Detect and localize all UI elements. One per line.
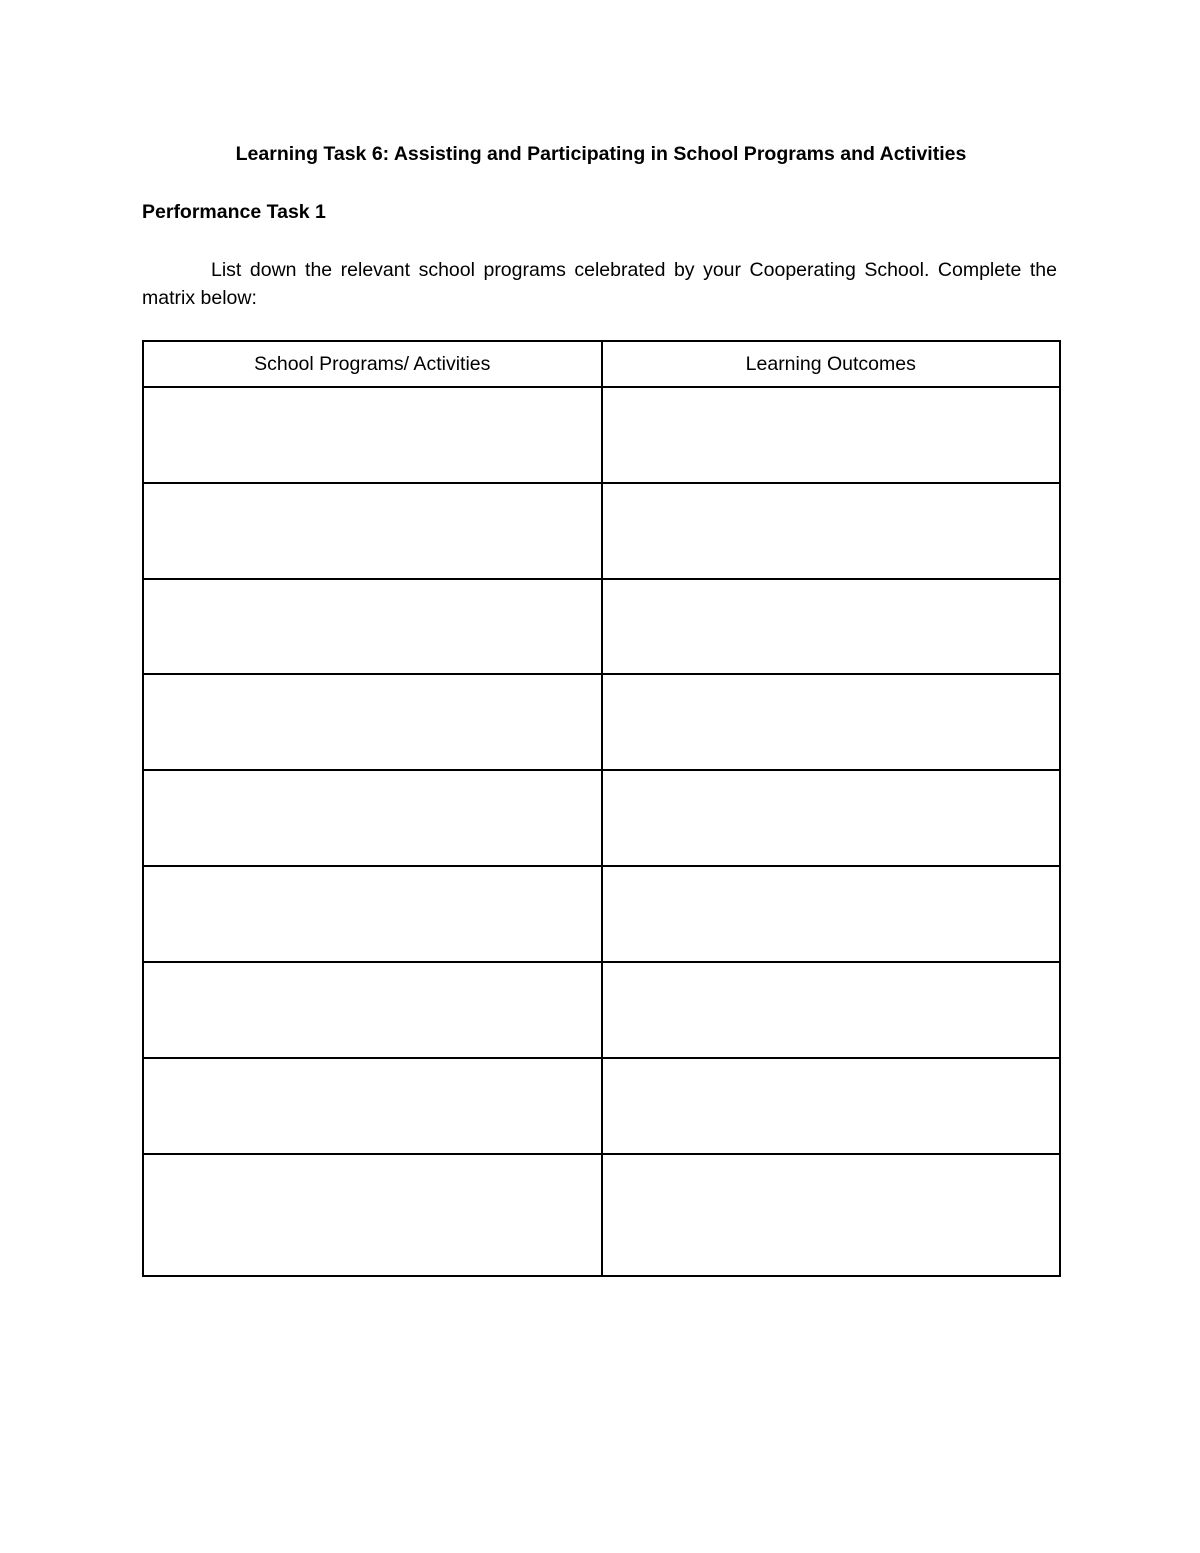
program-cell[interactable] [143, 483, 602, 579]
instructions-paragraph: List down the relevant school programs celebrated by your Cooperating School. Complete the matrix below: [142, 259, 1057, 309]
table-row [143, 579, 1060, 675]
table-row [143, 1058, 1060, 1154]
outcome-cell[interactable] [602, 579, 1061, 675]
program-cell[interactable] [143, 1154, 602, 1276]
outcome-cell[interactable] [602, 483, 1061, 579]
program-cell[interactable] [143, 770, 602, 866]
table-row [143, 387, 1060, 483]
table-row [143, 674, 1060, 770]
page-title: Learning Task 6: Assisting and Participating in School Programs and Activities [235, 143, 967, 165]
outcome-cell[interactable] [602, 962, 1061, 1058]
table-row [143, 483, 1060, 579]
program-cell[interactable] [143, 387, 602, 483]
outcome-cell[interactable] [602, 770, 1061, 866]
program-cell[interactable] [143, 1058, 602, 1154]
section-heading: Performance Task 1 [142, 201, 326, 223]
table-row [143, 770, 1060, 866]
column-header-outcomes: Learning Outcomes [602, 341, 1061, 387]
column-header-programs: School Programs/ Activities [143, 341, 602, 387]
table-row [143, 962, 1060, 1058]
outcome-cell[interactable] [602, 387, 1061, 483]
outcome-cell[interactable] [602, 1058, 1061, 1154]
outcome-cell[interactable] [602, 674, 1061, 770]
table-row [143, 1154, 1060, 1276]
program-cell[interactable] [143, 866, 602, 962]
program-cell[interactable] [143, 674, 602, 770]
table-row [143, 866, 1060, 962]
outcome-cell[interactable] [602, 1154, 1061, 1276]
outcome-cell[interactable] [602, 866, 1061, 962]
program-matrix-table [142, 340, 1061, 1277]
program-cell[interactable] [143, 579, 602, 675]
table-header-row [143, 341, 1060, 387]
program-cell[interactable] [143, 962, 602, 1058]
